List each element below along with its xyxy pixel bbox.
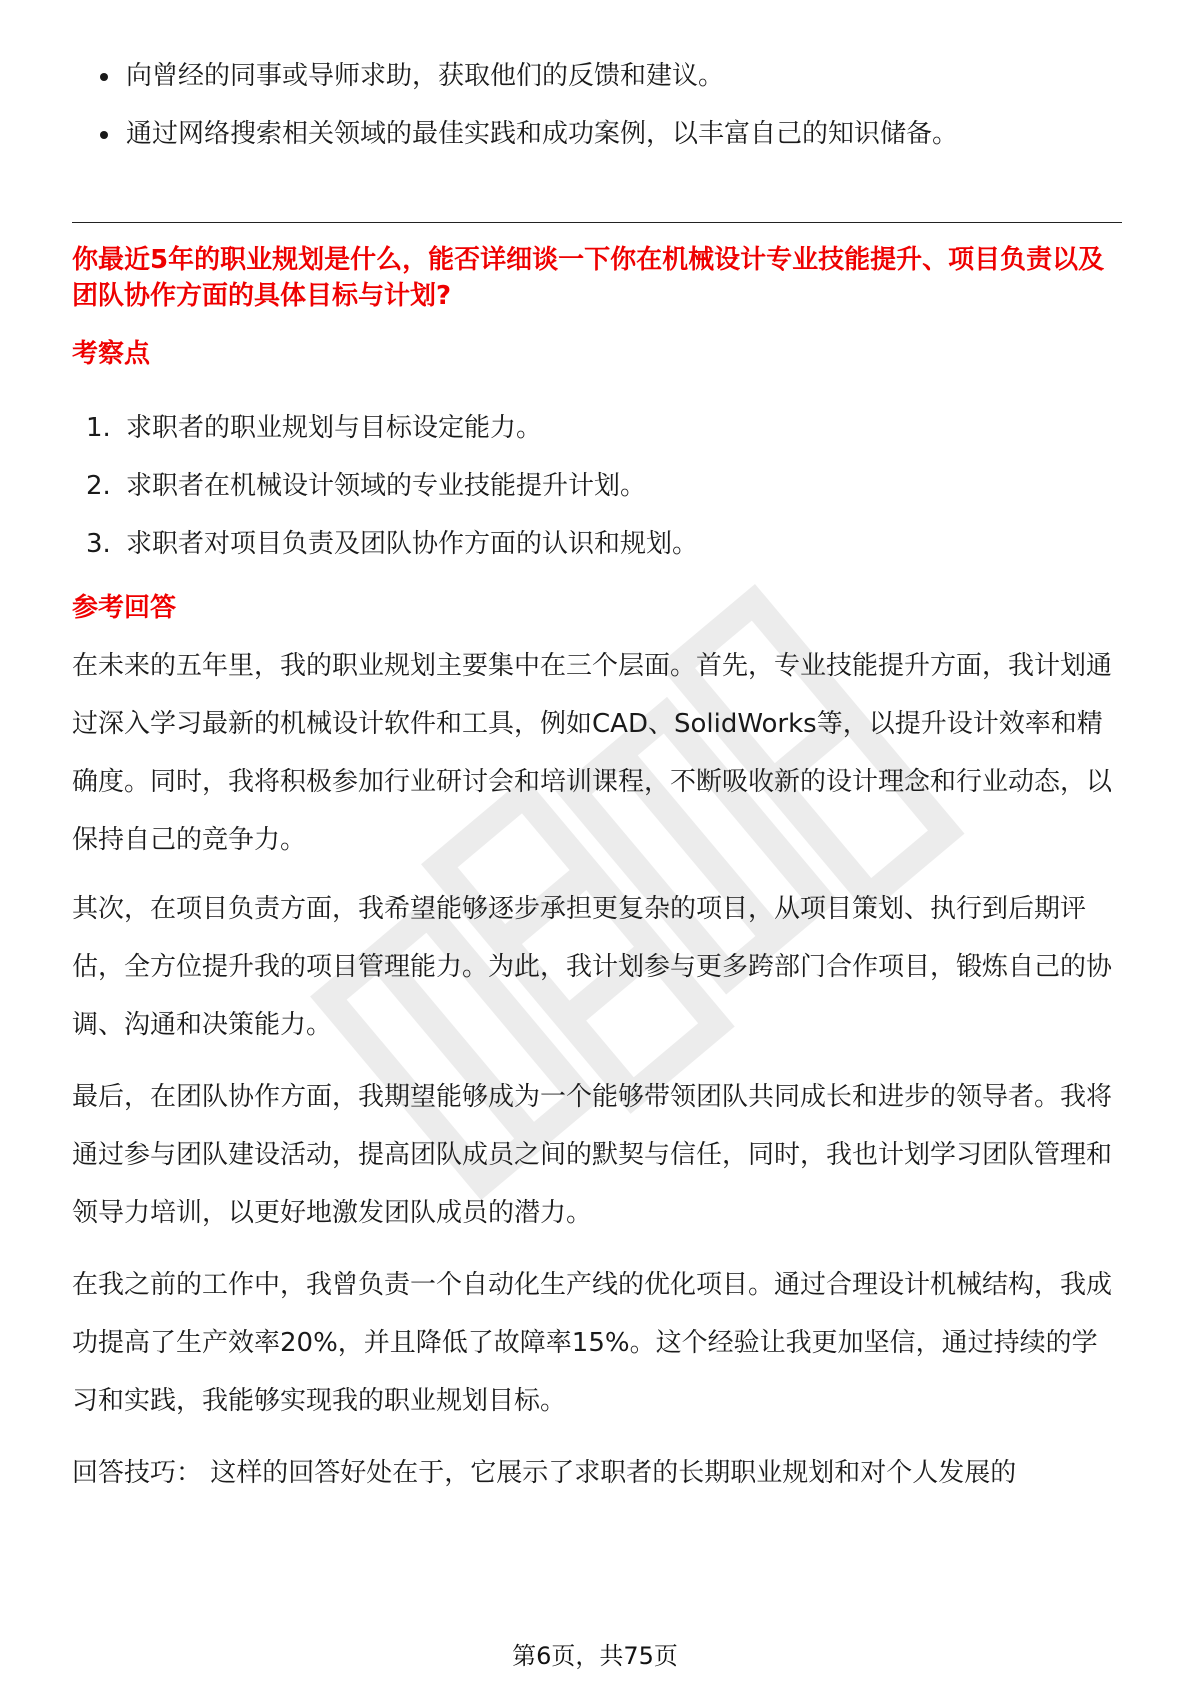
list-item-text: 通过网络搜索相关领域的最佳实践和成功案例，以丰富自己的知识储备。	[126, 119, 959, 149]
question-heading: 你最近5年的职业规划是什么，能否详细谈一下你在机械设计专业技能提升、项目负责以及团队协作方面的具体目标与计划?	[72, 245, 1105, 311]
list-item-number: 3.	[86, 529, 111, 559]
answer-paragraph: 在我之前的工作中，我曾负责一个自动化生产线的优化项目。通过合理设计机械结构，我成功提高了生产效率20%，并且降低了故障率15%。这个经验让我更加坚信，通过持续的学习和实践，我能够实现我的职业规划目标。	[72, 1270, 1113, 1416]
list-item	[72, 410, 1122, 446]
list-item	[72, 468, 1122, 504]
list-item-text: 求职者的职业规划与目标设定能力。	[126, 413, 543, 443]
assessment-heading: 考察点	[72, 339, 151, 369]
list-item-text: 向曾经的同事或导师求助，获取他们的反馈和建议。	[126, 61, 725, 91]
bullet-icon	[100, 73, 108, 81]
answer-heading: 参考回答	[72, 593, 177, 623]
list-item-text: 求职者对项目负责及团队协作方面的认识和规划。	[126, 529, 699, 559]
bullet-icon	[100, 131, 108, 139]
list-item	[72, 58, 1122, 94]
answer-paragraph: 最后，在团队协作方面，我期望能够成为一个能够带领团队共同成长和进步的领导者。我将通过参与团队建设活动，提高团队成员之间的默契与信任，同时，我也计划学习团队管理和领导力培训，以更好地激发团队成员的潜力。	[72, 1082, 1113, 1228]
intro-bullet-list	[72, 58, 1122, 152]
answer-paragraph: 其次，在项目负责方面，我希望能够逐步承担更复杂的项目，从项目策划、执行到后期评估，全方位提升我的项目管理能力。为此，我计划参与更多跨部门合作项目，锻炼自己的协调、沟通和决策能力。	[72, 894, 1113, 1040]
answer-paragraph: 在未来的五年里，我的职业规划主要集中在三个层面。首先，专业技能提升方面，我计划通过深入学习最新的机械设计软件和工具，例如CAD、SolidWorks等，以提升设计效率和精确度。同时，我将积极参加行业研讨会和培训课程，不断吸收新的设计理念和行业动态，以保持自己的竞争力。	[72, 651, 1113, 855]
list-item-text: 求职者在机械设计领域的专业技能提升计划。	[126, 471, 647, 501]
list-item	[72, 526, 1122, 562]
list-item-number: 2.	[86, 471, 111, 501]
list-item-number: 1.	[86, 413, 111, 443]
answer-tips-paragraph: 回答技巧： 这样的回答好处在于，它展示了求职者的长期职业规划和对个人发展的	[72, 1458, 1017, 1488]
list-item	[72, 116, 1122, 152]
page-number: 第6页，共75页	[512, 1642, 678, 1670]
section-divider	[72, 222, 1122, 223]
intro-section	[72, 58, 1122, 174]
assessment-list	[72, 410, 1122, 584]
